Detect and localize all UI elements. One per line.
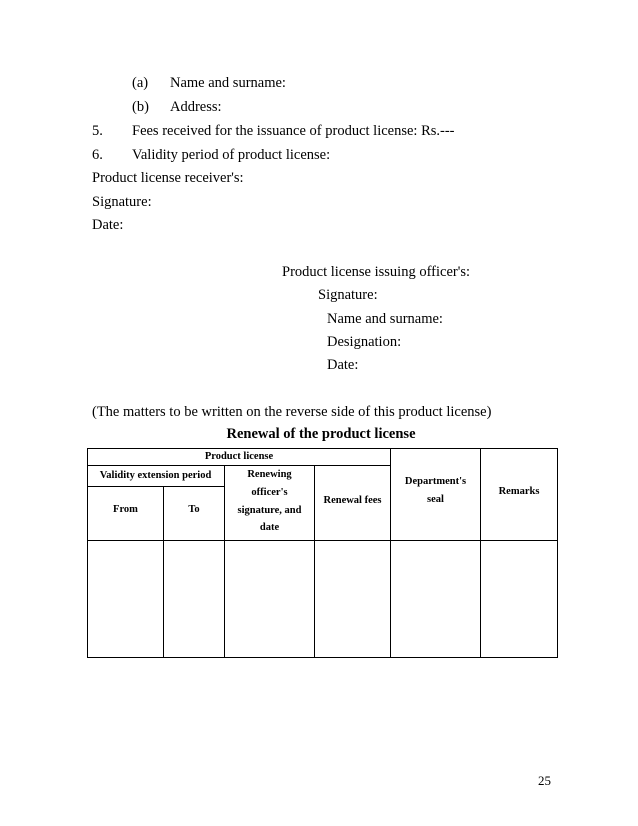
renewal-heading bbox=[0, 426, 638, 443]
officer-title: Product license issuing officer's: bbox=[282, 264, 470, 280]
renewal-fees-header: Renewal fees bbox=[323, 495, 382, 506]
receiver-signature: Signature: bbox=[92, 194, 152, 210]
officer-name: Name and surname: bbox=[327, 311, 443, 327]
sub-item-b-text: Address: bbox=[170, 99, 222, 115]
table-line-header-bottom bbox=[87, 540, 558, 541]
table-border-right bbox=[557, 448, 558, 658]
item-5-number: 5. bbox=[92, 123, 103, 139]
item-6-text: Validity period of product license: bbox=[132, 147, 331, 163]
table-border-bottom bbox=[87, 657, 558, 658]
officer-signature-header-line2: officer's bbox=[251, 487, 288, 498]
product-license-group-header: Product license bbox=[204, 451, 274, 462]
from-header: From bbox=[113, 504, 138, 515]
sub-item-a-text: Name and surname: bbox=[170, 75, 286, 91]
page-number: 25 bbox=[538, 773, 551, 788]
officer-signature-header-line4: date bbox=[259, 522, 280, 533]
item-6-number: 6. bbox=[92, 147, 103, 163]
validity-extension-header: Validity extension period bbox=[99, 470, 212, 481]
renewal-heading-text: Renewal of the product license bbox=[226, 426, 416, 442]
to-header: To bbox=[188, 504, 200, 515]
sub-item-b-label: (b) bbox=[132, 99, 149, 115]
officer-signature-header-line1: Renewing bbox=[247, 469, 292, 480]
receiver-date: Date: bbox=[92, 217, 124, 233]
table-line-validity-header bbox=[87, 486, 224, 487]
officer-signature: Signature: bbox=[318, 287, 378, 303]
officer-signature-header-line3: signature, and bbox=[237, 505, 302, 516]
officer-designation: Designation: bbox=[327, 334, 402, 350]
receiver-title: Product license receiver's: bbox=[92, 170, 244, 186]
sub-item-a-label: (a) bbox=[132, 75, 149, 91]
officer-date: Date: bbox=[327, 357, 359, 373]
department-seal-header-line1: Department's bbox=[404, 476, 467, 487]
item-5-text: Fees received for the issuance of product license: Rs.--- bbox=[132, 123, 455, 139]
department-seal-header-line2: seal bbox=[427, 494, 444, 505]
remarks-header: Remarks bbox=[498, 486, 540, 497]
reverse-side-note: (The matters to be written on the reverse side of this product license) bbox=[92, 404, 492, 420]
